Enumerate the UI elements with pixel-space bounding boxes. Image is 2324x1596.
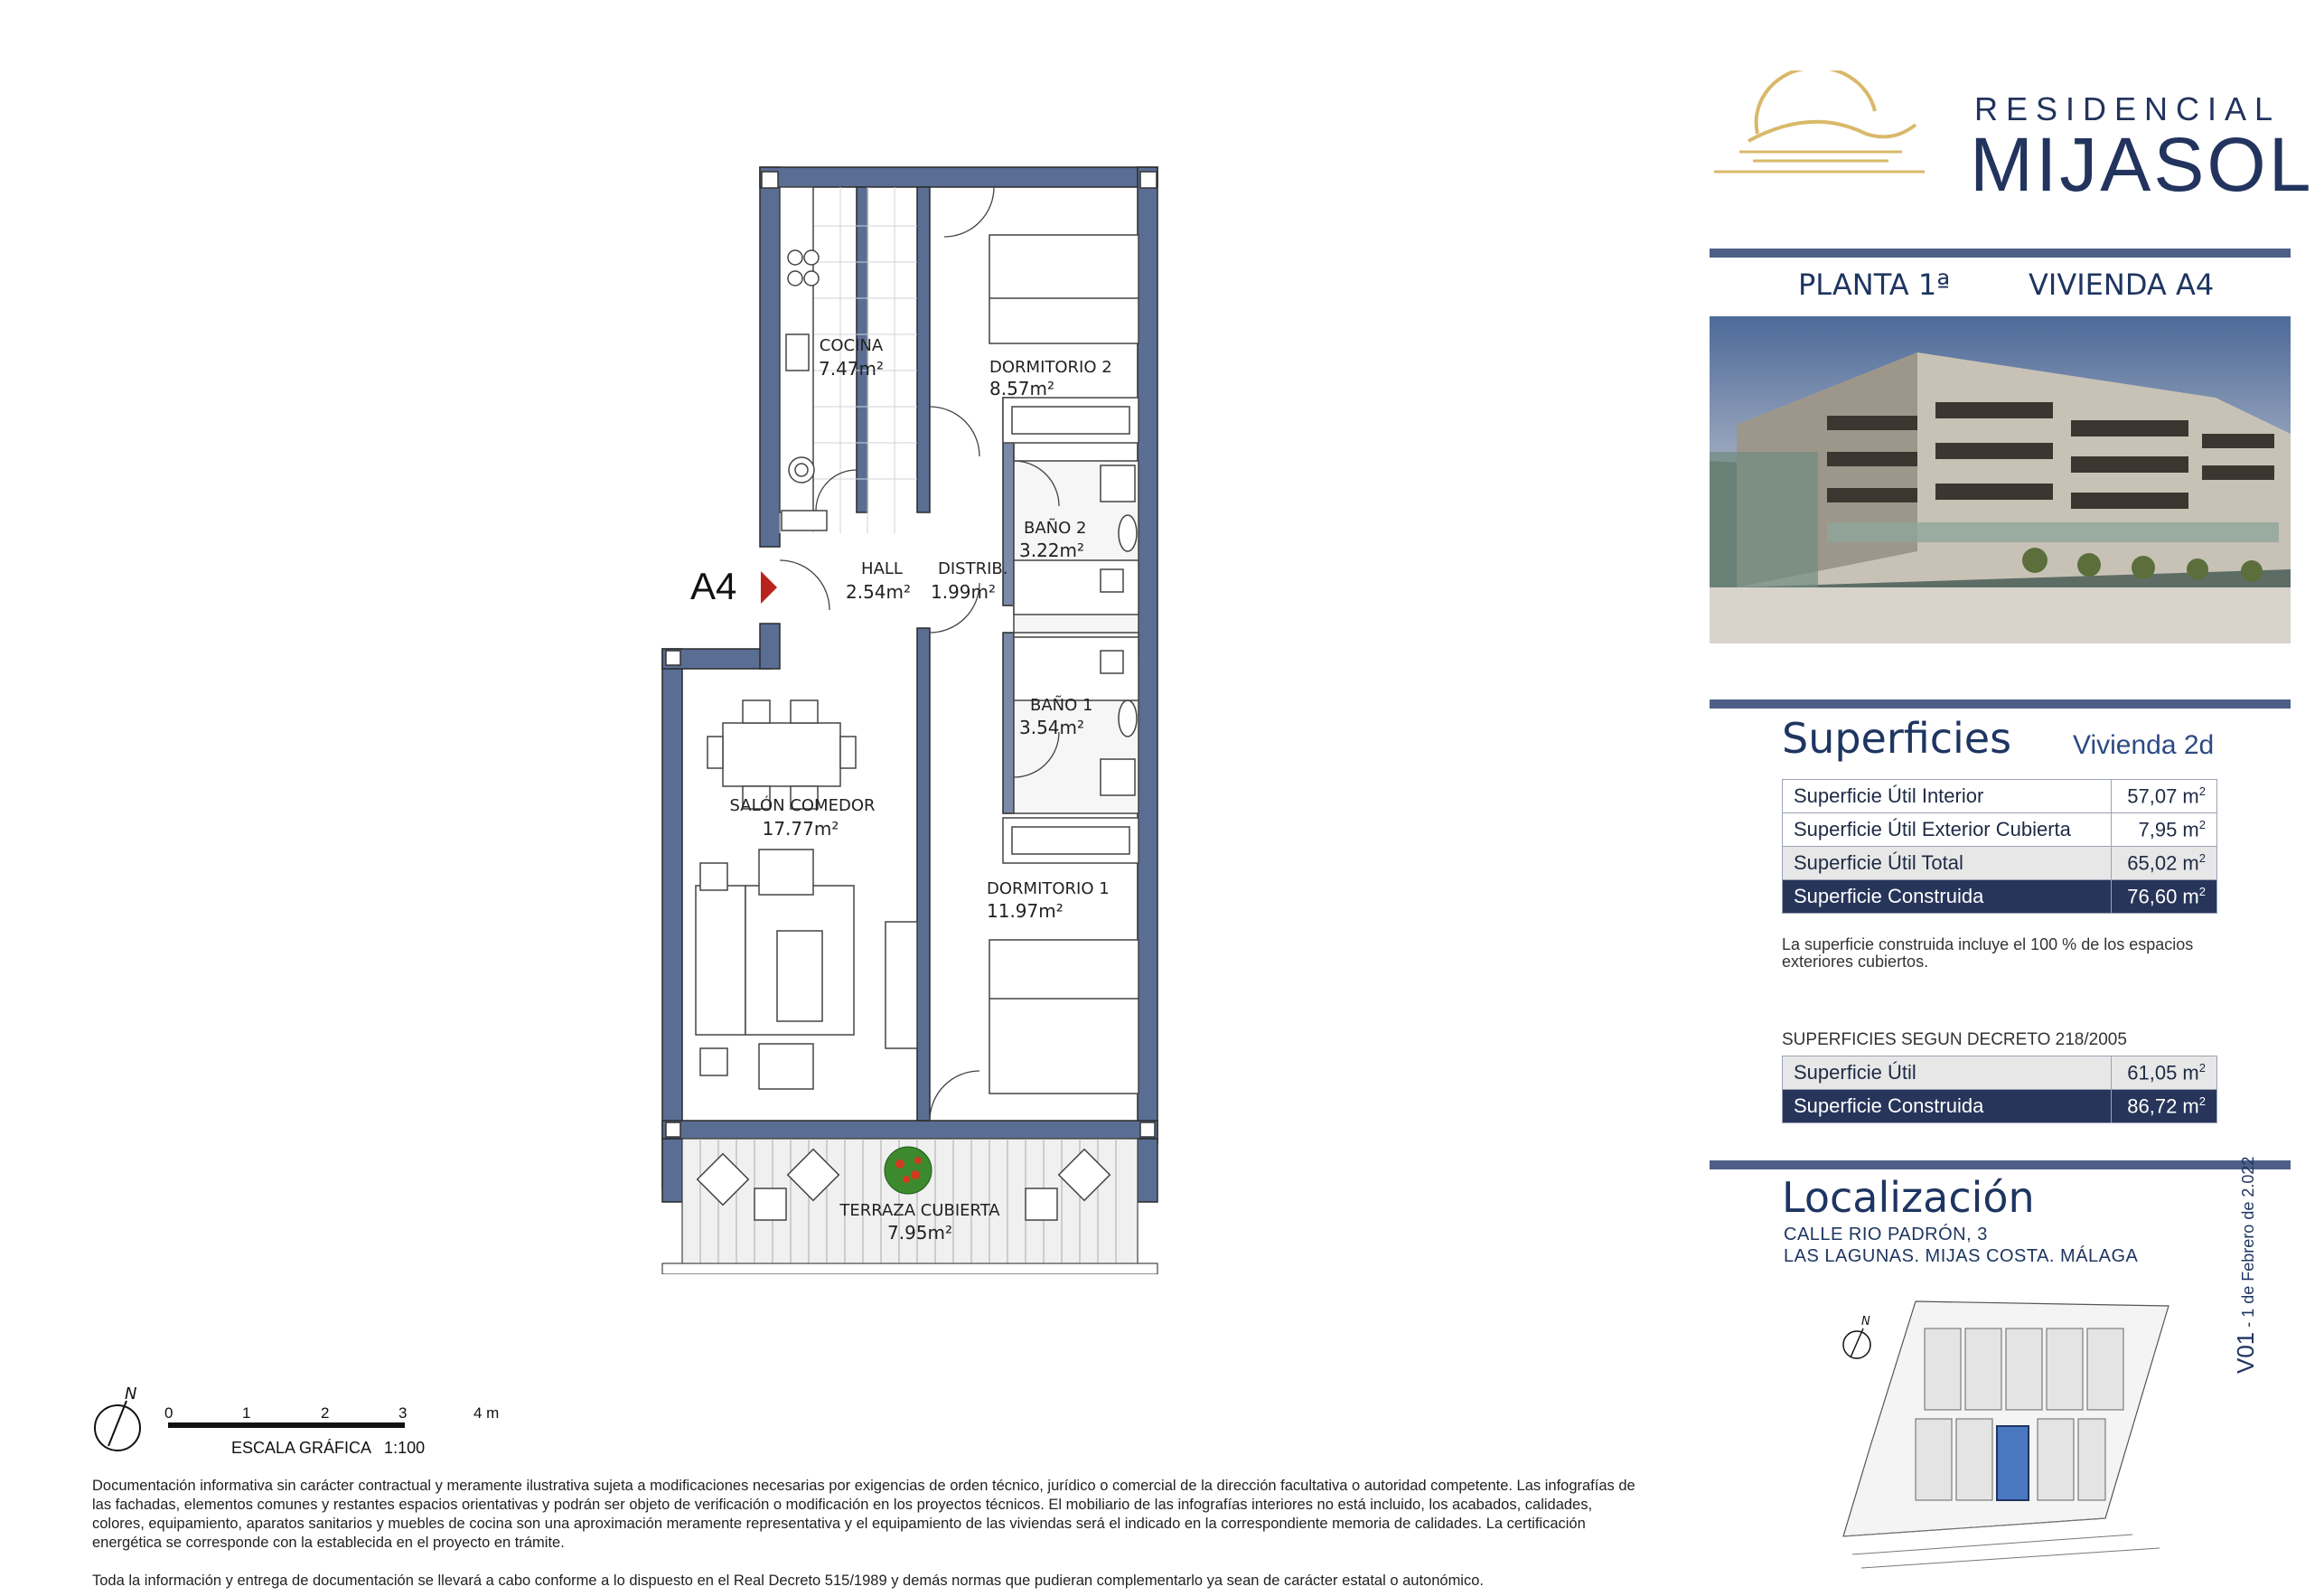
scale-tick-4: 4 m <box>473 1404 500 1422</box>
room-name-distrib: DISTRIB. <box>938 559 1008 578</box>
room-area-bano-1: 3.54m² <box>1019 717 1085 738</box>
divider-top <box>1710 249 2291 258</box>
room-name-cocina: COCINA <box>819 336 884 355</box>
table-row <box>1783 880 2217 914</box>
room-name-dormitorio-1: DORMITORIO 1 <box>987 879 1110 898</box>
table-row <box>1783 813 2217 847</box>
legal-text: Toda la información y entrega de documentación se llevará a cabo conforme a lo dispuesto en el Real Decreto 515/1989 y demás normas que pudieran complementarlo ya sean de carácter estatal o autonómico. <box>92 1573 1484 1589</box>
room-name-bano-2: BAÑO 2 <box>1024 519 1087 538</box>
brand-logo-icon <box>1712 70 1929 188</box>
table-row <box>1783 847 2217 880</box>
room-area-hall: 2.54m² <box>845 581 912 603</box>
unit-highlight <box>1997 1426 2029 1500</box>
building-render-image <box>1710 316 2291 643</box>
disclaimer-text: Documentación informativa sin carácter contractual y meramente ilustrativa sujeta a modificaciones necesarias por exigencias de orden técnico, jurídico o comercial de la dirección facultativa o autoridad competente. Las infografías de las fachadas, elementos comunes y restantes espacios orientativas y podrán ser objeto de verificación o modificación en los proyectos técnicos. El mobiliario de las infografías interiores no está incluido, los acabados, calidades, colores, equipamiento, aparatos sanitarios y muebles de cocina son una aproximación meramente representativa y el equipamiento de las viviendas será el indicado en la correspondiente memoria de calidades. La certificación energética se corresponde con la establecida en el proyecto en trámite. <box>92 1478 1635 1551</box>
divider-localizacion <box>1710 1160 2291 1169</box>
divider-superficies <box>1710 699 2291 709</box>
room-area-dormitorio-1: 11.97m² <box>987 900 1064 922</box>
row-value: 57,07 $m^2$ <box>2112 780 2217 813</box>
room-area-dormitorio-2: 8.57m² <box>989 378 1055 399</box>
north-arrow-icon <box>95 1405 140 1450</box>
row-value: 76,60 $m^2$ <box>2112 880 2217 914</box>
address-line-1: CALLE RIO PADRÓN, 3 <box>1784 1225 1988 1244</box>
row-label: Superficie Útil Interior <box>1783 780 2112 813</box>
version-stamp <box>2232 1157 2260 1374</box>
decreto-table <box>1782 1056 2217 1123</box>
bed-dormitorio-1 <box>989 940 1139 1094</box>
brand-line-2: MIJASOL <box>1970 122 2314 207</box>
version-code: V01 <box>2232 1331 2259 1374</box>
room-name-hall: HALL <box>861 559 903 578</box>
row-value: 86,72 $m^2$ <box>2112 1090 2217 1123</box>
room-name-salon: SALÓN COMEDOR <box>729 796 876 815</box>
vivienda-label: VIVIENDA A4 <box>2029 268 2215 302</box>
wardrobe-dormitorio-2 <box>1003 398 1139 443</box>
row-label: Superficie Construida <box>1783 880 2112 914</box>
room-area-salon: 17.77m² <box>762 818 839 840</box>
row-value: 61,05 $m^2$ <box>2112 1056 2217 1090</box>
superficies-table <box>1782 779 2217 914</box>
scale-tick-1: 1 <box>242 1404 251 1422</box>
room-name-bano-1: BAÑO 1 <box>1030 696 1093 715</box>
floor-plan <box>633 154 1175 1274</box>
superficies-title: Superficies <box>1782 714 2012 763</box>
superficies-note: La superficie construida incluye el 100 % de los espacios exteriores cubiertos. <box>1782 935 2194 971</box>
scale-tick-0: 0 <box>164 1404 173 1422</box>
row-label: Superficie Útil Total <box>1783 847 2112 880</box>
brand-line-1: RESIDENCIAL <box>1974 90 2282 127</box>
room-area-cocina: 7.47m² <box>818 358 885 380</box>
row-value: 65,02 $m^2$ <box>2112 847 2217 880</box>
scale-tick-3: 3 <box>398 1404 408 1422</box>
unit-marker-arrow <box>761 571 777 604</box>
unit-marker-label: A4 <box>690 565 737 607</box>
scale-tick-2: 2 <box>321 1404 330 1422</box>
bed-dormitorio-2 <box>989 235 1139 343</box>
svg-text:N: N <box>1861 1315 1870 1328</box>
site-plan-map <box>1834 1292 2196 1573</box>
living-furniture <box>696 850 917 1089</box>
room-area-terraza: 7.95m² <box>886 1222 953 1244</box>
table-row <box>1783 780 2217 813</box>
dining-table <box>708 700 856 809</box>
localizacion-title: Localización <box>1782 1173 2035 1222</box>
address-line-2: LAS LAGUNAS. MIJAS COSTA. MÁLAGA <box>1784 1246 2139 1266</box>
table-row <box>1783 1056 2217 1090</box>
version-date: - 1 de Febrero de 2.022 <box>2239 1156 2257 1332</box>
table-row <box>1783 1090 2217 1123</box>
scale-label: ESCALA GRÁFICA 1:100 <box>231 1439 426 1457</box>
decreto-title: SUPERFICIES SEGUN DECRETO 218/2005 <box>1782 1030 2127 1049</box>
row-value: 7,95 $m^2$ <box>2112 813 2217 847</box>
room-name-terraza: TERRAZA CUBIERTA <box>839 1201 1000 1220</box>
planta-label: PLANTA 1ª <box>1798 268 1951 302</box>
north-arrow-icon <box>1843 1331 1870 1358</box>
row-label: Superficie Útil <box>1783 1056 2112 1090</box>
north-label: N <box>125 1385 137 1404</box>
room-area-distrib: 1.99m² <box>931 581 997 603</box>
row-label: Superficie Útil Exterior Cubierta <box>1783 813 2112 847</box>
scale-bar <box>89 1377 522 1468</box>
room-area-bano-2: 3.22m² <box>1019 540 1085 561</box>
row-label: Superficie Construida <box>1783 1090 2112 1123</box>
wardrobe-dormitorio-1 <box>1003 818 1139 863</box>
superficies-subtitle: Vivienda 2d <box>2073 730 2215 760</box>
room-name-dormitorio-2: DORMITORIO 2 <box>989 358 1112 377</box>
